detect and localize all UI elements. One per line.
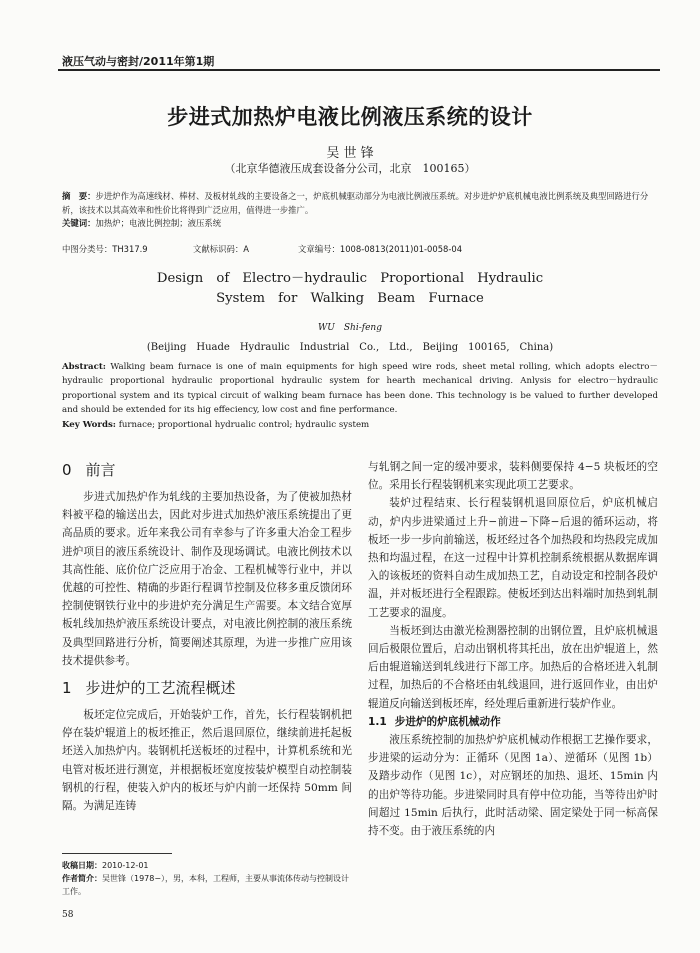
section-1-paragraph: 板坯定位完成后，开始装炉工作，首先，长行程装钢机把停在装炉辊道上的板坯推正，然后退回原位，继续前进托起板坯送入加热炉内。装钢机托送板坯的过程中，计算机系统和光电管对板坯进行测宽，并根据板坯宽度按装炉模型自动控制装钢机的行程，使装入炉内的板坯与炉内前一坯保持 50mm 间隔。为满足连铸 [62,709,352,813]
footnote [62,859,352,898]
section-1-title: 步进炉的工艺流程概述 [85,679,236,698]
bio-label: 作者简介： [62,874,102,883]
document-code: 文献标识码：A [193,244,249,254]
received-label: 收稿日期： [62,861,102,870]
abstract-en-text: Walking beam furnace is one of main equipments for high speed wire rods, sheet metal rolling, which adopts electro－hydraulic proportional hydraulic proportional hydraulic system for hearth mechanical driving. Anlysis for electro－hydraulic proportional system and its typical circuit of walking beam furnace has been done. This technology is be valued to further developed and should be extended for its hig effeciency, low cost and fine performance. [62,362,658,416]
received-date [62,859,352,872]
section-0-paragraph: 步进式加热炉作为轧线的主要加热设备，为了使被加热材料被平稳的输送出去，因此对步进式加热炉液压系统提出了更高品质的要求。近年来我公司有幸参与了许多重大冶金工程步进炉项目的液压系统设计、制作及现场调试。电液比例技术以其高性能、底价位广泛应用于冶金、工程机械等行业中，并以优越的可控性、精确的步距行程调节控制及位移多重反馈闭环控制使钢铁行业中的步进炉充分满足生产需要。本文结合宽厚板轧线加热炉液压系统设计要点，对电液比例控制的液压系统及典型回路进行分析，简要阐述其原理，为进一步推广应用该技术提供参考。 [62,491,352,667]
english-title [0,269,700,309]
section-1-number: 1 [62,679,72,698]
right-paragraph-3: 液压系统控制的加热炉炉底机械动作根据工艺操作要求，步进梁的运动分为：正循环（见图 1a）、逆循环（见图 1b）及踏步动作（见图 1c），对应钢坯的加热、退坯、15min 内的出炉等待功能。步进梁同时具有停中位功能，当等待出炉时间超过 15min 后执行，此时活动梁、固定梁处于同一标高保持不变。由于液压系统的内 [368,734,658,838]
journal-header: 液压气动与密封/2011年第1期 [62,55,215,68]
section-0-heading [62,460,352,480]
clc-number: 中图分类号：TH317.9 [62,244,148,254]
english-author: WU Shi-feng [318,323,382,333]
keywords-cn-text: 加热炉；电液比例控制；液压系统 [95,218,222,229]
received-value: 2010-12-01 [102,861,149,870]
abstract-en-label: Abstract: [62,362,106,372]
right-column [368,458,658,840]
right-paragraph-1: 装炉过程结束、长行程装钢机退回原位后，炉底机械启动，炉内步进梁通过上升−前进−下降−后退的循环运动，将板坯一步一步向前输送，板坯经过各个加热段和均热段完成加热和均温过程，在这一过程中计算机控制系统根据从数据库调入的该板坯的资料自动生成加热工艺，自动设定和控制各段炉温，并对板坯进行全程跟踪。使板坯到达出料端时加热到轧制工艺要求的温度。 [368,497,658,619]
keywords-cn-label: 关键词： [62,218,96,229]
abstract-cn-text: 步进炉作为高速线材、棒材、及板材轧线的主要设备之一，炉底机械驱动部分为电液比例液压系统。对步进炉炉底机械电液比例系统及典型回路进行分析，该技术以其高效率和性价比将得到广泛应用，值得进一步推广。 [62,191,649,215]
author-name: 吴 世 锋 [326,146,374,161]
keywords-en-label: Key Words: [62,419,116,430]
author-affiliation: （北京华德液压成套设备分公司，北京 100165） [224,162,476,175]
author-bio [62,872,352,898]
section-1-1-title: 步进炉的炉底机械动作 [394,715,501,728]
english-affiliation: (Beijing Huade Hydraulic Industrial Co., Ltd., Beijing 100165, China) [146,342,554,353]
section-0-number: 0 [62,461,72,479]
article-number: 文章编号：1008-0813(2011)01-0058-04 [298,244,463,254]
bio-text: 吴世锋（1978−），男，本科，工程师，主要从事流体传动与控制设计工作。 [62,874,350,896]
header-rule [58,69,660,71]
keywords-en-text: furnace; proportional hydrualic control; hydraulic system [115,419,370,430]
page-number: 58 [62,910,74,920]
right-paragraph-0: 与轧钢之间一定的缓冲要求，装料侧要保持 4−5 块板坯的空位。采用长行程装钢机来实现此项工艺要求。 [368,461,658,492]
abstract-cn [62,190,658,231]
right-paragraph-2: 当板坯到达由激光检测器控制的出钢位置，且炉底机械退回后极限位置后，启动出钢机将其托出，放在出炉辊道上，然后由辊道输送到轧线进行下部工序。加热后的合格坯进入轧制过程，加热后的不合格坯由轧线退回，进行返回作业，由出炉辊道反向输送到板坯库，经处理后重新进行装炉作业。 [368,624,658,710]
abstract-cn-label: 摘 要： [62,191,96,201]
left-column [62,458,352,815]
section-1-1-heading [368,713,658,731]
section-0-title: 前言 [85,461,116,479]
abstract-en [62,360,658,432]
paper-title: 步进式加热炉电液比例液压系统的设计 [167,105,533,129]
section-1-1-number: 1.1 [368,715,387,728]
footnote-rule [62,853,172,854]
english-title-line1: Design of Electro－hydraulic Proportional Hydraulic [156,271,544,286]
section-1-heading [62,678,352,698]
english-title-line2: System for Walking Beam Furnace [216,291,484,306]
